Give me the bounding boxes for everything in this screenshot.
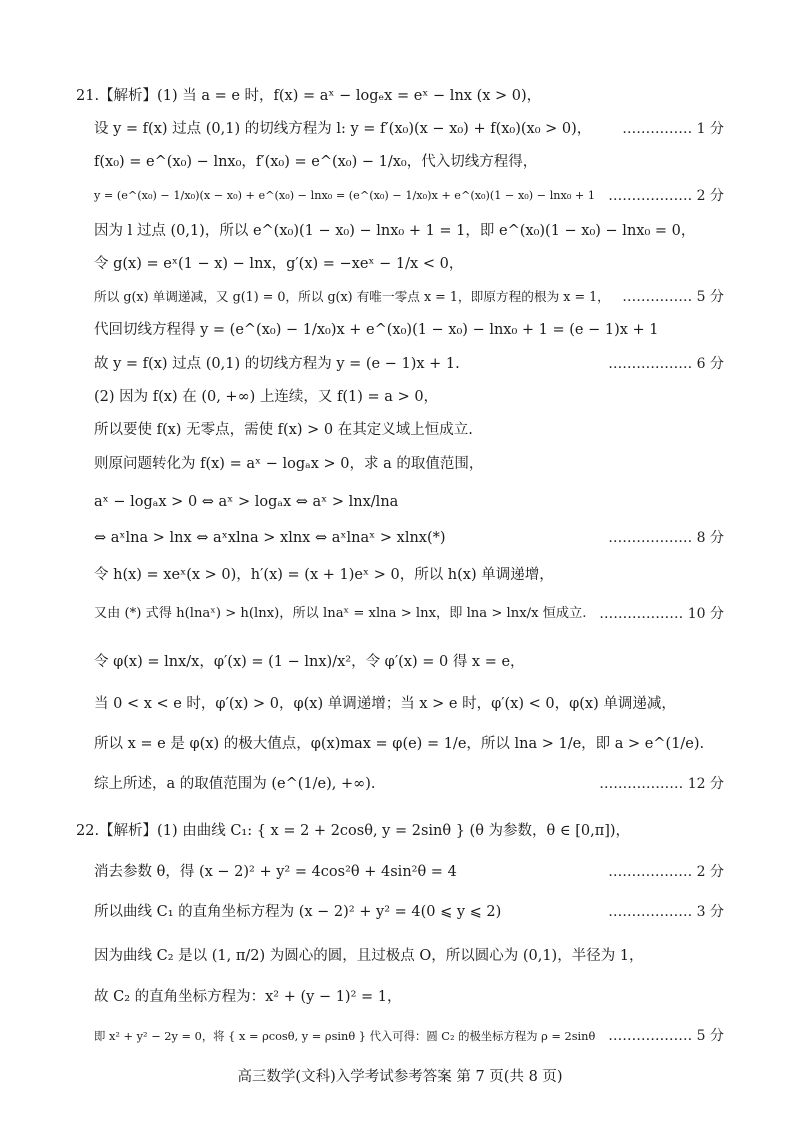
line-text: aˣ − logₐx > 0 ⇔ aˣ > logₐx ⇔ aˣ > lnx/lna: [94, 494, 399, 510]
line-13: [0, 490, 800, 514]
line-text: 所以 g(x) 单调递减，又 g(1) = 0，所以 g(x) 有唯一零点 x = 1，即原方程的根为 x = 1，: [94, 289, 610, 304]
line-10: [0, 385, 800, 409]
line-text: 当 0 < x < e 时，φ′(x) > 0，φ(x) 单调递增；当 x > e 时，φ′(x) < 0，φ(x) 单调递减，: [94, 696, 676, 712]
line-text: 又由 (*) 式得 h(lnaˣ) > h(lnx)，所以 lnaˣ = xlna > lnx，即 lna > lnx/x 恒成立.: [94, 606, 587, 621]
line-text: 即 x² + y² − 2y = 0，将 { x = ρcosθ, y = ρsinθ } 代入可得：圆 C₂ 的极坐标方程为 ρ = 2sinθ: [94, 1029, 596, 1043]
score-mark: ……………… 2 分: [608, 864, 724, 880]
line-text: ⇔ aˣlna > lnx ⇔ aˣxlna > xlnx ⇔ aˣlnaˣ > xlnx(*): [94, 530, 446, 546]
line-text: 所以曲线 C₁ 的直角坐标方程为 (x − 2)² + y² = 4(0 ⩽ y ⩽ 2): [94, 904, 502, 920]
line-3: [0, 150, 800, 174]
line-text: 所以 x = e 是 φ(x) 的极大值点，φ(x)max = φ(e) = 1/e，所以 lna > 1/e，即 a > e^(1/e).: [94, 736, 705, 752]
line-text: 则原问题转化为 f(x) = aˣ − logₐx > 0，求 a 的取值范围，: [94, 456, 484, 472]
line-text: (2) 因为 f(x) 在 (0, +∞) 上连续，又 f(1) = a > 0，: [94, 389, 439, 405]
line-22: [0, 860, 800, 884]
line-text: 故 C₂ 的直角坐标方程为：x² + (y − 1)² = 1，: [94, 989, 402, 1005]
line-17: [0, 650, 800, 674]
line-text: 因为 l 过点 (0,1)，所以 e^(x₀)(1 − x₀) − lnx₀ + 1 = 1，即 e^(x₀)(1 − x₀) − lnx₀ = 0，: [94, 223, 696, 239]
score-mark: ……………… 2 分: [608, 188, 724, 204]
line-text: y = (e^(x₀) − 1/x₀)(x − x₀) + e^(x₀) − lnx₀ = (e^(x₀) − 1/x₀)x + e^(x₀)(1 − x₀) − lnx₀ + 1: [94, 189, 596, 202]
line-text: 令 g(x) = eˣ(1 − x) − lnx，g′(x) = −xeˣ − 1/x < 0，: [94, 256, 464, 272]
score-mark: ……………… 10 分: [599, 606, 724, 622]
line-text: 所以要使 f(x) 无零点，需使 f(x) > 0 在其定义域上恒成立.: [94, 422, 473, 438]
line-text: 综上所述，a 的取值范围为 (e^(1/e), +∞).: [94, 776, 376, 792]
line-12: [0, 452, 800, 476]
line-20: [0, 772, 800, 796]
line-24: [0, 944, 800, 968]
line-5: [0, 219, 800, 243]
line-15: [0, 563, 800, 587]
score-mark: …………… 1 分: [622, 121, 724, 137]
line-7: [0, 285, 800, 309]
score-mark: ……………… 8 分: [608, 530, 724, 546]
page-footer: 高三数学(文科)入学考试参考答案 第 7 页(共 8 页): [237, 1069, 563, 1085]
line-text: 令 h(x) = xeˣ(x > 0)，h′(x) = (x + 1)eˣ > 0，所以 h(x) 单调递增，: [94, 567, 554, 583]
line-25: [0, 985, 800, 1009]
score-mark: ……………… 3 分: [608, 904, 724, 920]
line-26: [0, 1024, 800, 1048]
line-21: [0, 819, 800, 843]
line-text: f(x₀) = e^(x₀) − lnx₀，f′(x₀) = e^(x₀) − 1/x₀，代入切线方程得，: [94, 154, 538, 170]
line-19: [0, 732, 800, 756]
line-text: 令 φ(x) = lnx/x，φ′(x) = (1 − lnx)/x²，令 φ′(x) = 0 得 x = e，: [94, 654, 525, 670]
line-text: 代回切线方程得 y = (e^(x₀) − 1/x₀)x + e^(x₀)(1 − x₀) − lnx₀ + 1 = (e − 1)x + 1: [94, 322, 659, 338]
score-mark: ……………… 6 分: [608, 356, 724, 372]
line-16: [0, 602, 800, 626]
line-text: 22.【解析】(1) 由曲线 C₁: { x = 2 + 2cosθ, y = 2sinθ } (θ 为参数，θ ∈ [0,π])，: [76, 823, 631, 839]
line-18: [0, 692, 800, 716]
score-mark: ……………… 12 分: [599, 776, 724, 792]
line-8: [0, 318, 800, 342]
line-14: [0, 526, 800, 550]
line-text: 设 y = f(x) 过点 (0,1) 的切线方程为 l: y = f′(x₀)(x − x₀) + f(x₀)(x₀ > 0)，: [94, 121, 592, 137]
line-2: [0, 117, 800, 141]
line-text: 因为曲线 C₂ 是以 (1, π/2) 为圆心的圆，且过极点 O，所以圆心为 (0,1)，半径为 1，: [94, 948, 644, 964]
line-1: [0, 84, 800, 108]
line-4: [0, 184, 800, 208]
line-text: 消去参数 θ，得 (x − 2)² + y² = 4cos²θ + 4sin²θ = 4: [94, 864, 457, 880]
line-23: [0, 900, 800, 924]
score-mark: ……………… 5 分: [608, 1028, 724, 1044]
line-11: [0, 418, 800, 442]
line-9: [0, 352, 800, 376]
score-mark: …………… 5 分: [622, 289, 724, 305]
line-text: 故 y = f(x) 过点 (0,1) 的切线方程为 y = (e − 1)x + 1.: [94, 356, 460, 372]
line-text: 21.【解析】(1) 当 a = e 时，f(x) = aˣ − logₑx = eˣ − lnx (x > 0)，: [76, 88, 542, 104]
line-6: [0, 252, 800, 276]
